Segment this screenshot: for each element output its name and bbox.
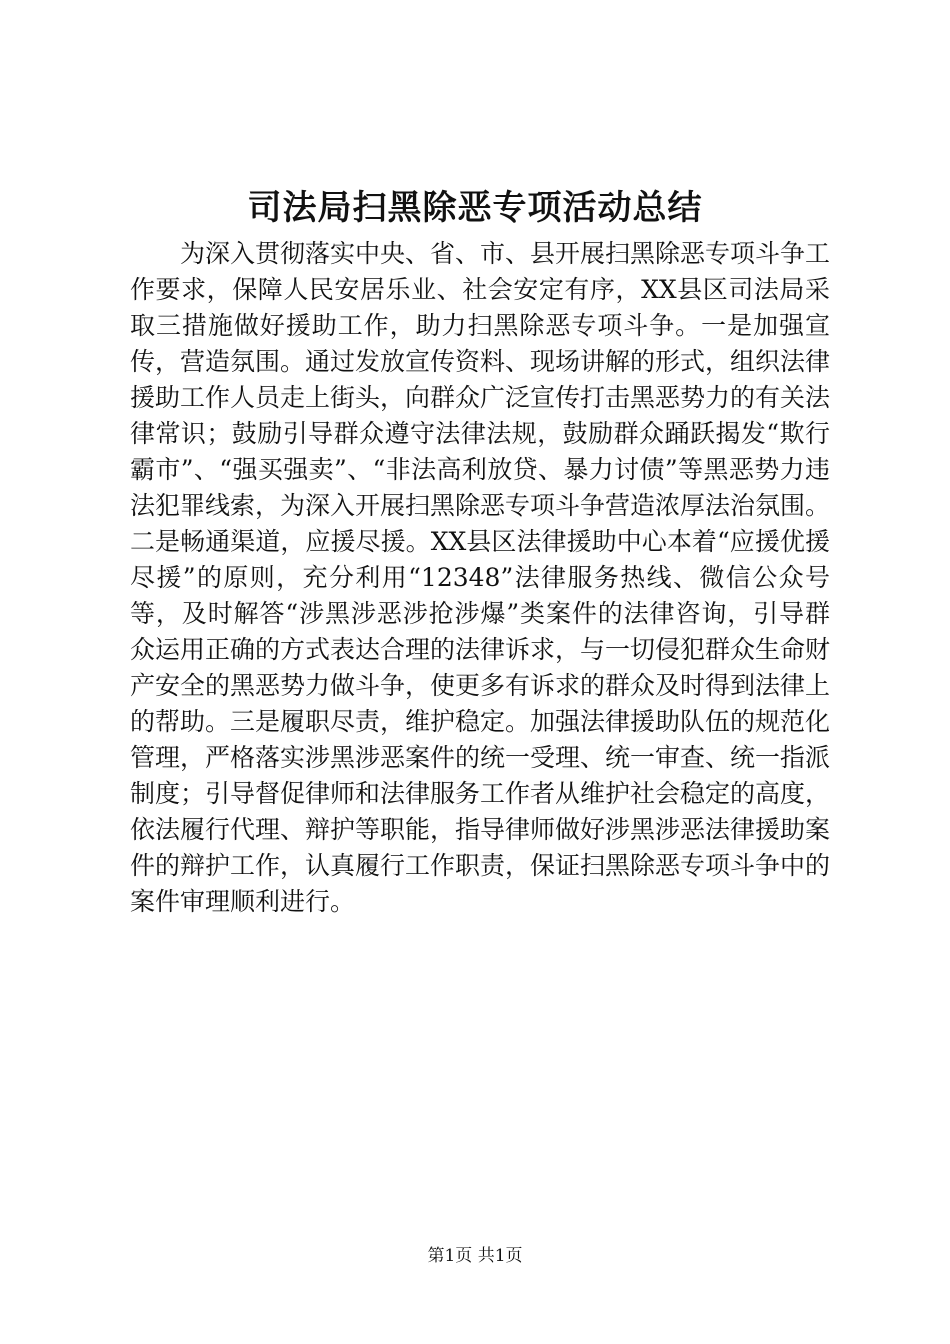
body-paragraph: 为深入贯彻落实中央、省、市、县开展扫黑除恶专项斗争工作要求，保障人民安居乐业、社会安定有序，XX县区司法局采取三措施做好援助工作，助力扫黑除恶专项斗争。一是加强宣传，营造氛围。通过发放宣传资料、现场讲解的形式，组织法律援助工作人员走上街头，向群众广泛宣传打击黑恶势力的有关法律常识；鼓励引导群众遵守法律法规，鼓励群众踊跃揭发“欺行霸市”、“强买强卖”、“非法高利放贷、暴力讨债”等黑恶势力违法犯罪线索，为深入开展扫黑除恶专项斗争营造浓厚法治氛围。二是畅通渠道，应援尽援。XX县区法律援助中心本着“应援优援尽援”的原则，充分利用“12348”法律服务热线、微信公众号等，及时解答“涉黑涉恶涉抢涉爆”类案件的法律咨询，引导群众运用正确的方式表达合理的法律诉求，与一切侵犯群众生命财产安全的黑恶势力做斗争，使更多有诉求的群众及时得到法律上的帮助。三是履职尽责，维护稳定。加强法律援助队伍的规范化管理，严格落实涉黑涉恶案件的统一受理、统一审查、统一指派制度；引导督促律师和法律服务工作者从维护社会稳定的高度，依法履行代理、辩护等职能，指导律师做好涉黑涉恶法律援助案件的辩护工作，认真履行工作职责，保证扫黑除恶专项斗争中的案件审理顺利进行。 [130, 239, 831, 916]
document-title: 司法局扫黑除恶专项活动总结 [247, 188, 703, 228]
page-footer: 第1页 共1页 [427, 1246, 523, 1266]
